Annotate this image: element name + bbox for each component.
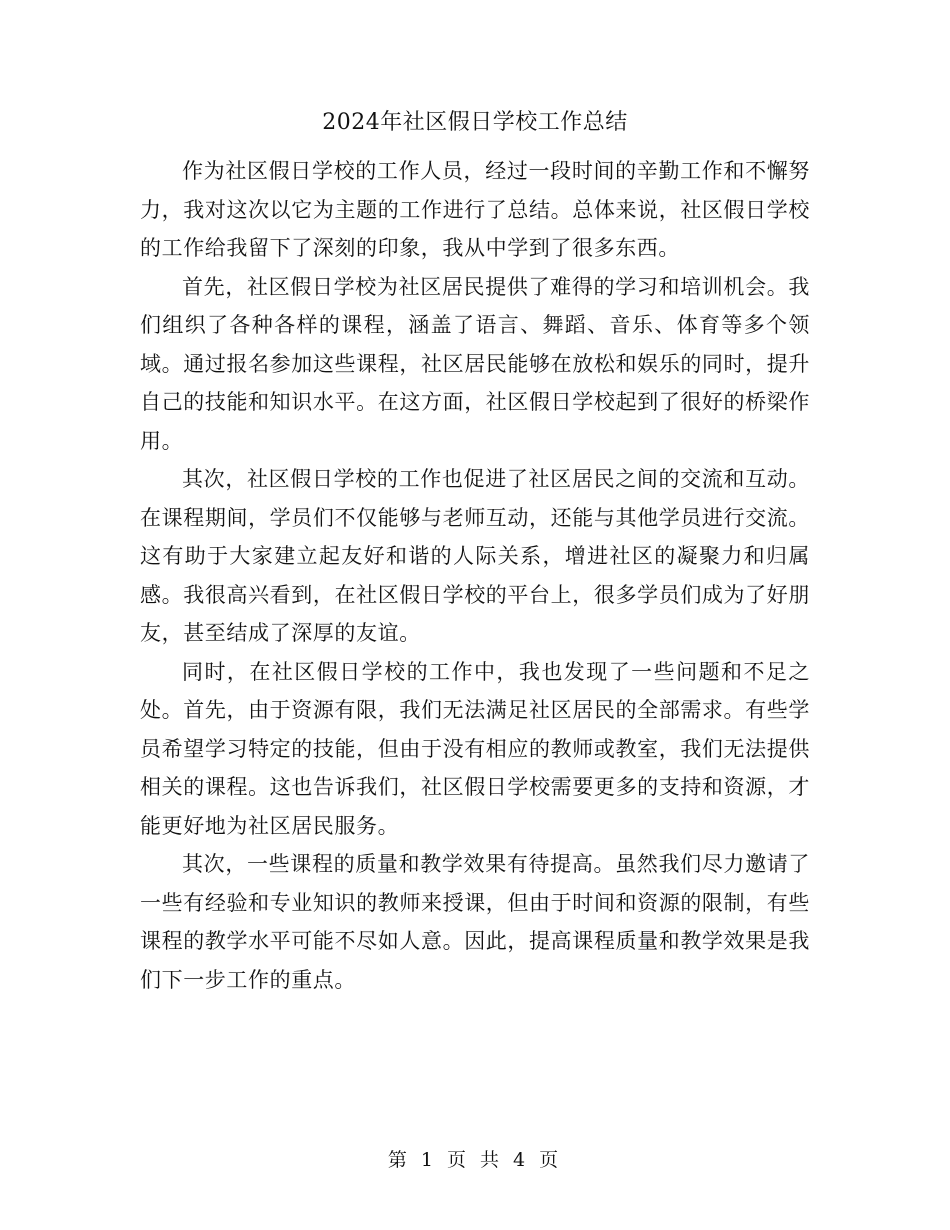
- page-footer: 第 1 页 共 4 页: [387, 1149, 563, 1171]
- paragraph-1: 作为社区假日学校的工作人员，经过一段时间的辛勤工作和不懈努力，我对这次以它为主题的工作进行了总结。总体来说，社区假日学校的工作给我留下了深刻的印象，我从中学到了很多东西。: [140, 159, 810, 260]
- paragraph-3: 其次，社区假日学校的工作也促进了社区居民之间的交流和互动。在课程期间，学员们不仅能够与老师互动，还能与其他学员进行交流。这有助于大家建立起友好和谐的人际关系，增进社区的凝聚力和归属感。我很高兴看到，在社区假日学校的平台上，很多学员们成为了好朋友，甚至结成了深厚的友谊。: [140, 467, 810, 645]
- document-title: 2024年社区假日学校工作总结: [322, 110, 628, 135]
- paragraph-4: 同时，在社区假日学校的工作中，我也发现了一些问题和不足之处。首先，由于资源有限，我们无法满足社区居民的全部需求。有些学员希望学习特定的技能，但由于没有相应的教师或教室，我们无法提供相关的课程。这也告诉我们，社区假日学校需要更多的支持和资源，才能更好地为社区居民服务。: [140, 659, 810, 838]
- paragraph-5: 其次，一些课程的质量和教学效果有待提高。虽然我们尽力邀请了一些有经验和专业知识的教师来授课，但由于时间和资源的限制，有些课程的教学水平可能不尽如人意。因此，提高课程质量和教学效果是我们下一步工作的重点。: [140, 852, 810, 992]
- paragraph-2: 首先，社区假日学校为社区居民提供了难得的学习和培训机会。我们组织了各种各样的课程，涵盖了语言、舞蹈、音乐、体育等多个领域。通过报名参加这些课程，社区居民能够在放松和娱乐的同时，提升自己的技能和知识水平。在这方面，社区假日学校起到了很好的桥梁作用。: [140, 274, 810, 453]
- document-body: [140, 152, 810, 999]
